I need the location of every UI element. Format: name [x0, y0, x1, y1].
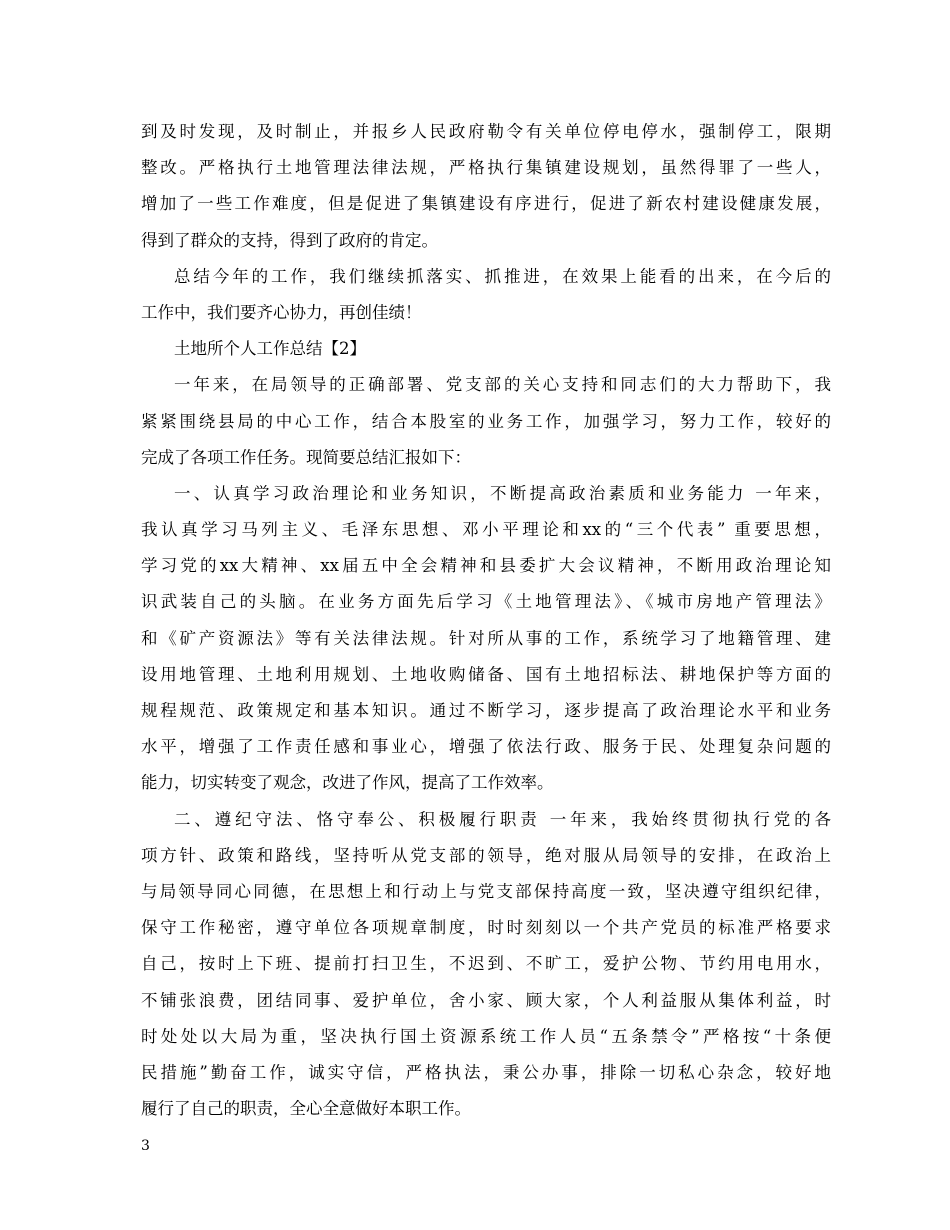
text-line: 履行了自己的职责，全心全意做好本职工作。 — [141, 1099, 471, 1119]
text-line: 规程规范、政策规定和基本知识。通过不断学习，逐步提高了政治理论水平和业务 — [141, 701, 831, 720]
text-line: 完成了各项工作任务。现简要总结汇报如下： — [141, 447, 471, 467]
text-line: 工作中，我们要齐心协力，再创佳绩！ — [141, 302, 422, 322]
text-line: 与局领导同心同德，在思想上和行动上与党支部保持高度一致，坚决遵守组织纪律， — [141, 881, 831, 901]
text-line: 整改。严格执行土地管理法律法规，严格执行集镇建设规划，虽然得罪了一些人， — [141, 158, 831, 178]
text-line: 水平，增强了工作责任感和事业心，增强了依法行政、服务于民、处理复杂问题的 — [141, 737, 831, 757]
text-line: 设用地管理、土地利用规划、土地收购储备、国有土地招标法、耕地保护等方面的 — [141, 664, 831, 684]
page-number: 3 — [141, 1138, 150, 1154]
text-line: 增加了一些工作难度，但是促进了集镇建设有序进行，促进了新农村建设健康发展， — [141, 194, 831, 214]
text-line: 到及时发现，及时制止，并报乡人民政府勒令有关单位停电停水，强制停工，限期 — [141, 122, 831, 141]
text-line: 一、认真学习政治理论和业务知识，不断提高政治素质和业务能力 一年来， — [174, 483, 831, 503]
text-line: 得到了群众的支持，得到了政府的肯定。 — [141, 230, 438, 250]
text-line: 识武装自己的头脑。在业务方面先后学习《土地管理法》、《城市房地产管理法》 — [141, 592, 831, 612]
body-text — [141, 114, 831, 1127]
text-line: 能力，切实转变了观念，改进了作风，提高了工作效率。 — [141, 773, 554, 793]
text-line: 土地所个人工作总结【2】 — [174, 339, 366, 359]
text-line: 二、遵纪守法、恪守奉公、积极履行职责 一年来，我始终贯彻执行党的各 — [174, 809, 831, 829]
text-line: 我认真学习马列主义、毛泽东思想、邓小平理论和xx的“三个代表” 重要思想， — [141, 520, 831, 540]
text-line: 学习党的xx大精神、xx届五中全会精神和县委扩大会议精神，不断用政治理论知 — [141, 556, 831, 576]
text-line: 紧紧围绕县局的中心工作，结合本股室的业务工作，加强学习，努力工作，较好的 — [141, 411, 831, 431]
text-line: 不铺张浪费，团结同事、爱护单位，舍小家、顾大家，个人利益服从集体利益，时 — [141, 990, 831, 1010]
text-line: 总结今年的工作，我们继续抓落实、抓推进，在效果上能看的出来，在今后的 — [174, 266, 831, 286]
text-line: 一年来，在局领导的正确部署、党支部的关心支持和同志们的大力帮助下，我 — [174, 375, 831, 395]
text-line: 自己，按时上下班、提前打扫卫生，不迟到、不旷工，爱护公物、节约用电用水， — [141, 954, 831, 974]
text-line: 和《矿产资源法》等有关法律法规。针对所从事的工作，系统学习了地籍管理、建 — [141, 628, 831, 648]
text-line: 民措施”勤奋工作，诚实守信，严格执法，秉公办事，排除一切私心杂念，较好地 — [141, 1062, 831, 1082]
text-line: 时处处以大局为重，坚决执行国土资源系统工作人员“五条禁令”严格按“十条便 — [141, 1026, 831, 1046]
text-line: 保守工作秘密，遵守单位各项规章制度，时时刻刻以一个共产党员的标准严格要求 — [141, 918, 831, 938]
text-line: 项方针、政策和路线，坚持听从党支部的领导，绝对服从局领导的安排，在政治上 — [141, 845, 831, 865]
